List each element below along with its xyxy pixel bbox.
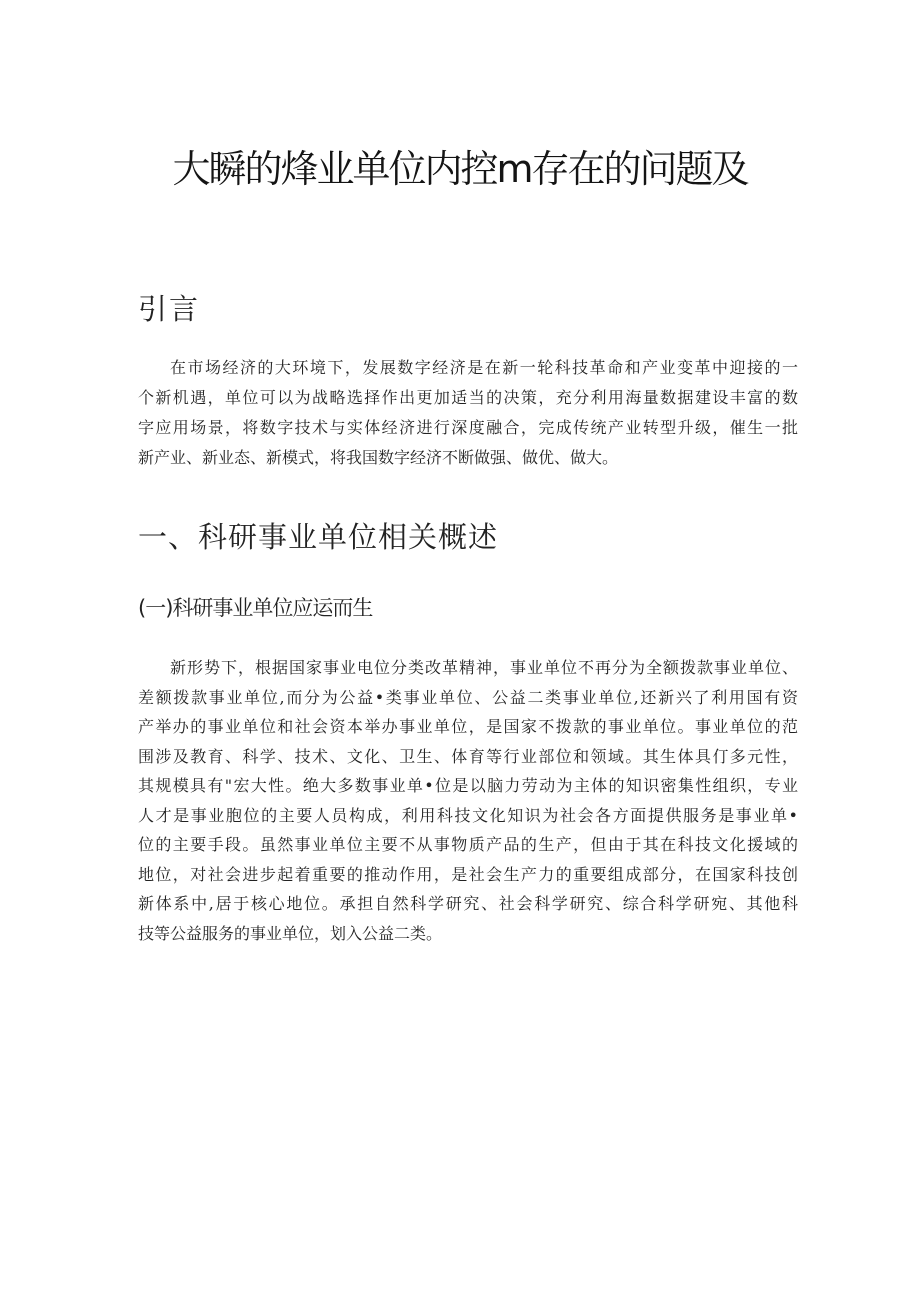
section1-heading: 一、科研事业单位相关概述 (138, 520, 499, 554)
intro-line: 个新机遇，单位可以为战略选择作出更加适当的决策，充分利用海量数据建设丰富的数 (138, 388, 798, 407)
document-title: 大瞬的烽业单位内控m存在的问题及 (172, 147, 748, 191)
subsection1-line: 其规模具有"宏大性。绝大多数事业单•位是以脑力劳动为主体的知识密集性组织，专业 (138, 776, 798, 795)
subsection1-line: 人才是事业胞位的主要人员构成，利用科技文化知识为社会各方面提供服务是事业单• (138, 805, 798, 825)
intro-line: 字应用场景，将数字技术与实体经济进行深度融合，完成传统产业转型升级，催生一批 (138, 418, 798, 437)
subsection1-line: 差额拨款事业单位,而分为公益•类事业单位、公益二类事业单位,还新兴了利用国有资 (138, 687, 798, 707)
subsection1-paragraph (138, 653, 798, 948)
intro-paragraph (138, 353, 798, 473)
intro-heading: 引言 (138, 292, 201, 326)
subsection1-heading: (一)科研事业单位应运而生 (138, 596, 373, 620)
intro-line: 在市场经济的大环境下，发展数字经济是在新一轮科技革命和产业变革中迎接的一 (170, 358, 798, 377)
subsection1-line: 技等公益服务的事业单位，划入公益二类。 (138, 923, 443, 943)
subsection1-line: 地位，对社会进步起着重要的推动作用，是社会生产力的重要组成部分，在国家科技创 (138, 864, 798, 884)
subsection1-line: 位的主要手段。虽然事业单位主要不从事物质产品的生产，但由于其在科技文化援域的 (138, 835, 798, 854)
subsection1-line: 产举办的事业单位和社会资本举办事业单位，是国家不拨款的事业单位。事业单位的范 (138, 717, 798, 736)
intro-line: 新产业、新业态、新模式，将我国数字经济不断做强、做优、做大。 (138, 448, 619, 467)
subsection1-line: 新形势下，根据国家事业电位分类改革精神，事业单位不再分为全额拨款事业单位、 (170, 658, 798, 677)
subsection1-line: 新体系中,居于核心地位。承担自然科学研究、社会科学研究、综合科学研宛、其他科 (138, 894, 798, 913)
subsection1-line: 围涉及教育、科学、技术、文化、卫生、体育等行业部位和领域。其生体具仃多元性， (138, 746, 798, 766)
